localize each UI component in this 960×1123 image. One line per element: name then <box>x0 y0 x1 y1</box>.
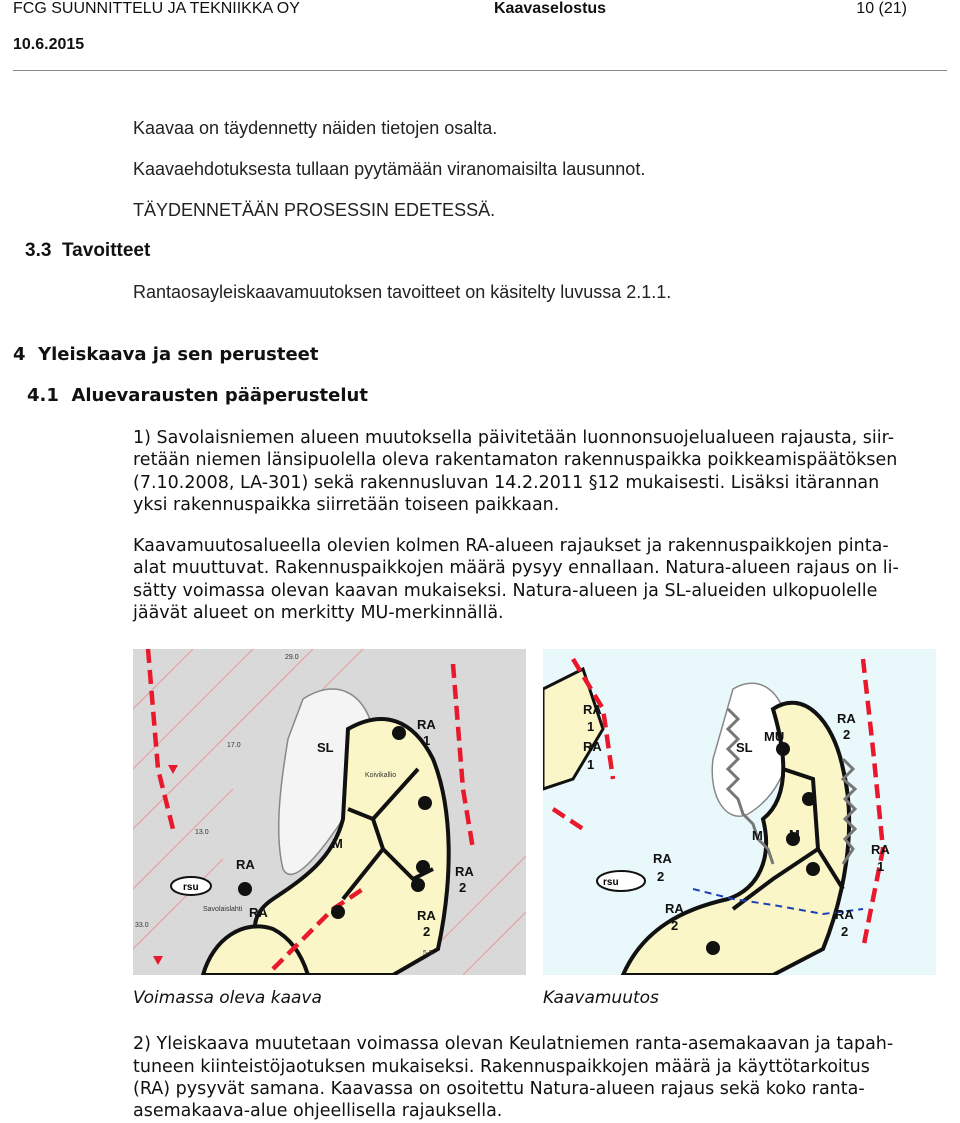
paragraph-1-line-2: retään niemen länsipuolella oleva rakentamaton rakennuspaikka poikkeamispäätöksen <box>133 450 898 470</box>
rsu-label: rsu <box>603 877 619 888</box>
paragraph-1-line-1: 1) Savolaisniemen alueen muutoksella päivitetään luonnonsuojelualueen rajausta, siir- <box>133 428 895 448</box>
heading-4 <box>13 344 319 365</box>
contour-5-5: 5.5 <box>423 950 433 957</box>
company-name: FCG SUUNNITTELU JA TEKNIIKKA OY <box>13 0 300 17</box>
label-sl: SL <box>317 740 334 755</box>
paragraph-3-line-4: asemakaava-alue ohjeellisella rajauksella. <box>133 1101 503 1121</box>
label-ra-ne: RA <box>837 711 856 726</box>
contour-13: 13.0 <box>195 829 209 836</box>
label-ra-se-num: 2 <box>841 924 849 939</box>
heading-4-title: Yleiskaava ja sen perusteet <box>38 344 319 365</box>
page-number: 10 (21) <box>856 0 907 17</box>
intro-line-3: TÄYDENNETÄÄN PROSESSIN EDETESSÄ. <box>133 200 496 220</box>
contour-29: 29.0 <box>285 654 299 661</box>
label-ra-w-num: 2 <box>657 869 665 884</box>
label-ra-e-num: 1 <box>877 859 885 874</box>
label-ra-west-2-num: 1 <box>587 757 595 772</box>
label-ra-1-num: 1 <box>423 733 431 748</box>
label-ra-sw-num: 2 <box>671 918 679 933</box>
paragraph-2-line-4: jäävät alueet on merkitty MU-merkinnällä. <box>133 603 504 623</box>
paragraph-2-line-3: sätty voimassa olevan kaavan mukaiseksi. Natura-alueen ja SL-alueiden ulkopuolelle <box>133 581 878 601</box>
label-ra-5-num: 2 <box>423 924 431 939</box>
header-divider <box>13 70 947 71</box>
contour-33: 33.0 <box>135 922 149 929</box>
document-date: 10.6.2015 <box>13 36 85 53</box>
section-3-3-text: Rantaosayleiskaavamuutoksen tavoitteet on käsitelty luvussa 2.1.1. <box>133 282 672 302</box>
label-m-2: M <box>789 827 800 842</box>
place-savolaislahti: Savolaislahti <box>203 906 243 913</box>
paragraph-3-line-3: (RA) pysyvät samana. Kaavassa on osoitettu Natura-alueen rajaus sekä koko ranta- <box>133 1079 865 1099</box>
paragraph-1-line-3: (7.10.2008, LA-301) sekä rakennusluvan 14.2.2011 §12 mukaisesti. Lisäksi itärannan <box>133 473 880 493</box>
label-mu: MU <box>764 729 785 744</box>
paragraph-2-line-2: alat muuttuvat. Rakennuspaikkojen määrä pysyy ennallaan. Natura-alueen rajaus on li- <box>133 558 899 578</box>
paragraph-3-line-1: 2) Yleiskaava muutetaan voimassa olevan Keulatniemen ranta-asemakaavan ja tapah- <box>133 1034 894 1054</box>
page-header <box>13 0 947 60</box>
place-koivikallio: Koivikallio <box>365 772 397 779</box>
label-ra-5: RA <box>417 908 436 923</box>
paragraph-2-line-1: Kaavamuutosalueella olevien kolmen RA-alueen rajaukset ja rakennuspaikkojen pinta- <box>133 536 889 556</box>
contour-17: 17.0 <box>227 742 241 749</box>
intro-line-2: Kaavaehdotuksesta tullaan pyytämään viranomaisilta lausunnot. <box>133 159 646 179</box>
label-ra-3: RA <box>455 864 474 879</box>
heading-3-3-number: 3.3 <box>25 240 52 261</box>
heading-3-3-title: Tavoitteet <box>61 240 151 261</box>
label-ra-west-num: 1 <box>587 719 595 734</box>
label-ra-west-2: RA <box>583 739 602 754</box>
heading-4-number: 4 <box>13 344 26 365</box>
paragraph-3-line-2: tuneen kiinteistöjaotuksen mukaiseksi. Rakennuspaikkojen määrä ja käyttötarkoitus <box>133 1057 870 1077</box>
map-current-plan <box>133 649 526 975</box>
label-ra-se: RA <box>835 907 854 922</box>
label-ra-4: RA <box>249 905 268 920</box>
heading-4-1-number: 4.1 <box>27 385 59 406</box>
label-ra-ne-num: 2 <box>843 727 851 742</box>
label-m-1: M <box>752 828 763 843</box>
label-ra-2: RA <box>236 857 255 872</box>
label-m: M <box>332 836 343 851</box>
label-ra-e: RA <box>871 842 890 857</box>
heading-4-1-title: Aluevarausten pääperustelut <box>71 385 368 406</box>
label-ra-3-num: 2 <box>459 880 467 895</box>
heading-3-3 <box>25 240 150 262</box>
map-plan-change <box>543 649 936 975</box>
rsu-label: rsu <box>183 882 199 893</box>
caption-current-plan: Voimassa oleva kaava <box>133 988 322 1008</box>
label-ra-sw: RA <box>665 901 684 916</box>
label-sl: SL <box>736 740 753 755</box>
label-ra-west: RA <box>583 702 602 717</box>
label-ra-w: RA <box>653 851 672 866</box>
document-title: Kaavaselostus <box>494 0 607 17</box>
label-ra-1: RA <box>417 717 436 732</box>
paragraph-1-line-4: yksi rakennuspaikka siirretään toiseen paikkaan. <box>133 495 560 515</box>
intro-line-1: Kaavaa on täydennetty näiden tietojen osalta. <box>133 118 498 138</box>
heading-4-1 <box>27 385 368 406</box>
caption-plan-change: Kaavamuutos <box>543 988 659 1008</box>
